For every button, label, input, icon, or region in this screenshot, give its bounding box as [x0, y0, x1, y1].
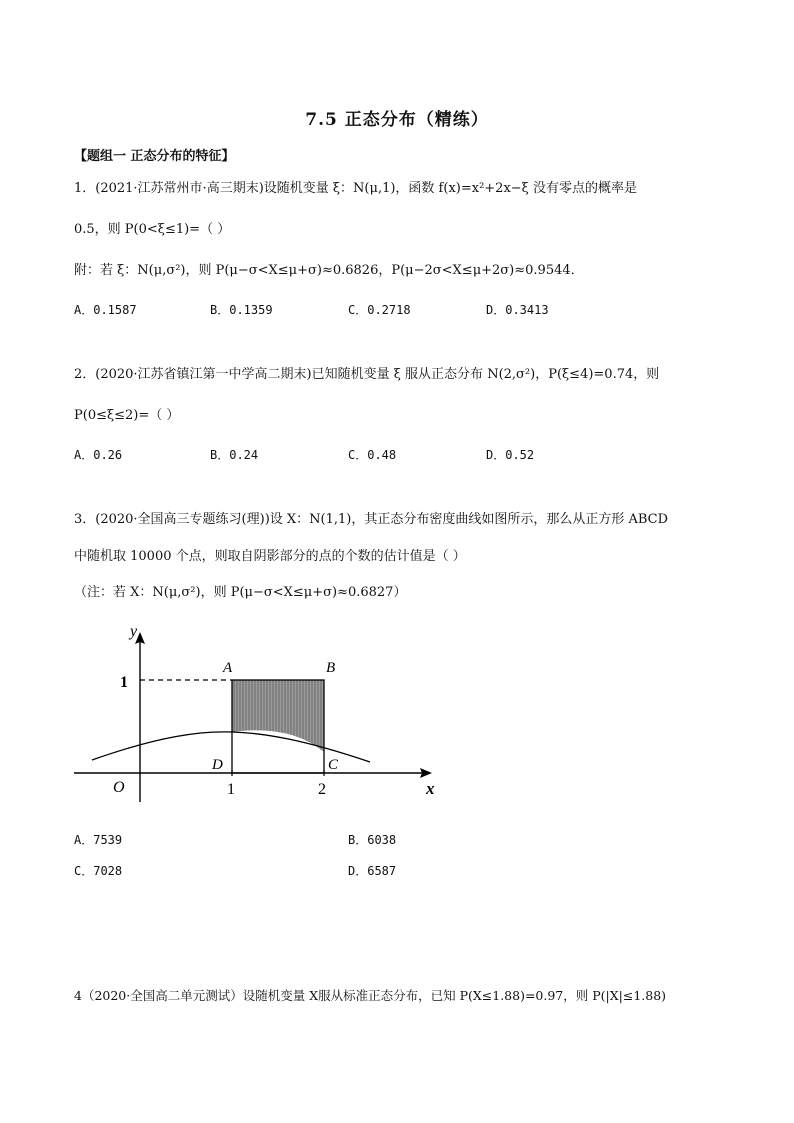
q2-option-a[interactable]: A．0.26: [74, 448, 123, 462]
q1-line1: 1．(2021·江苏常州市·高三期末)设随机变量 ξ：N(μ,1)，函数 f(x)=x²+2x−ξ 没有零点的概率是: [74, 181, 637, 196]
q2-line2: P(0≤ξ≤2)=（ ）: [74, 408, 180, 423]
origin-label: O: [113, 779, 125, 796]
x-axis-label: x: [426, 779, 435, 798]
y-tick-1: 1: [120, 674, 128, 691]
y-axis-label: y: [130, 623, 138, 640]
q1-line2: 0.5，则 P(0<ξ≤1)=（ ）: [74, 222, 231, 237]
q3-line1: 3．(2020·全国高三专题练习(理))设 X：N(1,1)，其正态分布密度曲线如图所示，那么从正方形 ABCD: [74, 512, 669, 527]
q1-option-a[interactable]: A．0.1587: [74, 303, 137, 317]
q1-option-b[interactable]: B．0.1359: [210, 303, 273, 317]
q2-option-c[interactable]: C．0.48: [348, 448, 397, 462]
shaded-region: [232, 680, 324, 762]
q3-option-d[interactable]: D．6587: [348, 864, 397, 878]
q3-line2: 中随机取 10000 个点，则取自阴影部分的点的个数的估计值是（ ）: [74, 549, 466, 564]
point-c-label: C: [328, 757, 339, 773]
q1-option-c[interactable]: C．0.2718: [348, 303, 411, 317]
q2-option-d[interactable]: D．0.52: [486, 448, 535, 462]
point-b-label: B: [326, 660, 336, 676]
section-heading: 【题组一 正态分布的特征】: [74, 149, 235, 164]
point-d-label: D: [212, 757, 223, 773]
q4-line1: 4（2020·全国高二单元测试）设随机变量 X服从标准正态分布，已知 P(X≤1.88)=0.97，则 P(|X|≤1.88): [74, 988, 667, 1003]
q2-option-b[interactable]: B．0.24: [210, 448, 259, 462]
q1-option-d[interactable]: D．0.3413: [486, 303, 549, 317]
x-tick-2: 2: [318, 781, 326, 798]
q3-option-c[interactable]: C．7028: [74, 864, 123, 878]
page-title: 7.5 正态分布（精练）: [305, 110, 489, 130]
q3-option-a[interactable]: A．7539: [74, 833, 123, 847]
q1-note: 附：若 ξ：N(μ,σ²)，则 P(μ−σ<X≤μ+σ)≈0.6826，P(μ−2σ<X≤μ+2σ)≈0.9544．: [74, 263, 584, 278]
x-tick-1: 1: [227, 781, 235, 798]
point-a-label: A: [223, 660, 233, 676]
q2-line1: 2．(2020·江苏省镇江第一中学高二期末)已知随机变量 ξ 服从正态分布 N(2,σ²)，P(ξ≤4)=0.74，则: [74, 367, 660, 382]
q3-option-b[interactable]: B．6038: [348, 833, 397, 847]
normal-curve-figure: [60, 612, 460, 802]
q3-note: （注：若 X：N(μ,σ²)，则 P(μ−σ<X≤μ+σ)≈0.6827）: [74, 585, 407, 600]
